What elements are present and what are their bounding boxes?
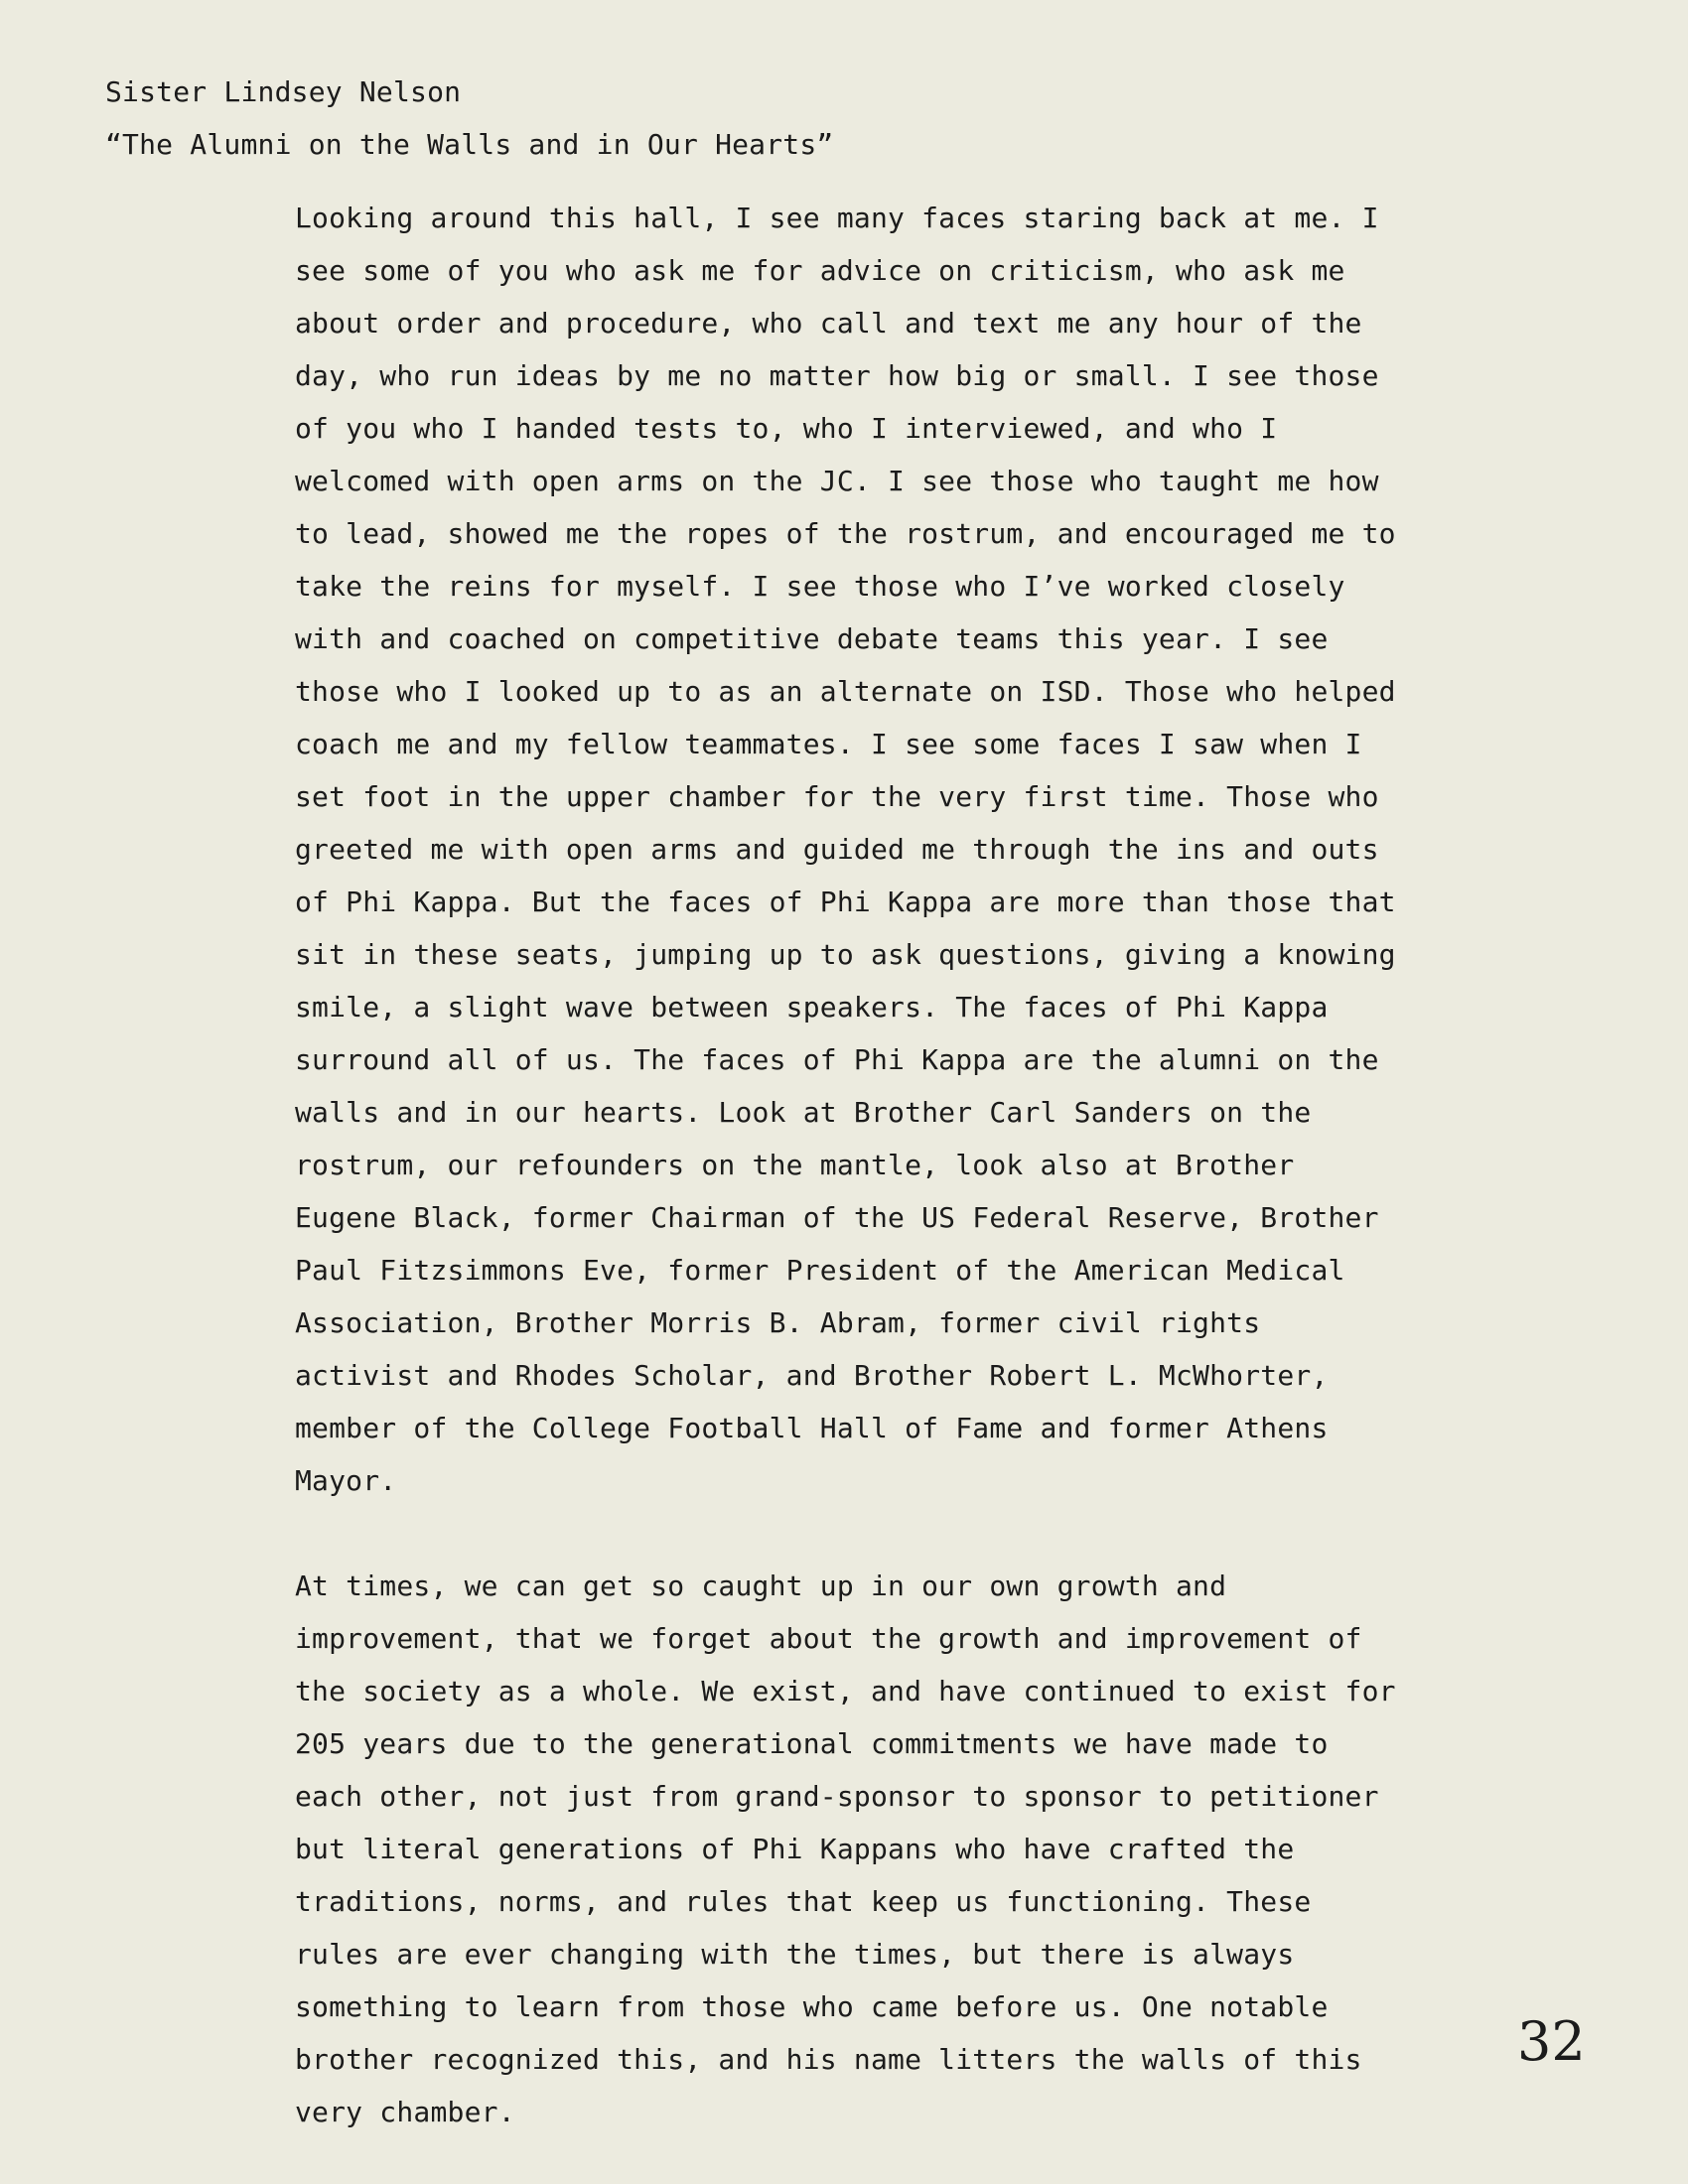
text-line: coach me and my fellow teammates. I see some faces I saw when I (295, 728, 1362, 760)
text-line: traditions, norms, and rules that keep us functioning. These (295, 1885, 1312, 1918)
text-line: sit in these seats, jumping up to ask questions, giving a knowing (295, 938, 1396, 971)
text-line: very chamber. (295, 2096, 515, 2128)
text-line: walls and in our hearts. Look at Brother Carl Sanders on the (295, 1096, 1312, 1129)
text-line: member of the College Football Hall of Fame and former Athens (295, 1412, 1329, 1444)
text-line: Paul Fitzsimmons Eve, former President of the American Medical (295, 1254, 1345, 1287)
text-line: rules are ever changing with the times, but there is always (295, 1938, 1295, 1971)
text-line: each other, not just from grand-sponsor to sponsor to petitioner (295, 1780, 1379, 1813)
text-line: greeted me with open arms and guided me through the ins and outs (295, 833, 1379, 866)
paragraph-2 (295, 1560, 1397, 2138)
text-line: Eugene Black, former Chairman of the US Federal Reserve, Brother (295, 1201, 1379, 1234)
text-line: of you who I handed tests to, who I interviewed, and who I (295, 412, 1278, 445)
text-line: set foot in the upper chamber for the very first time. Those who (295, 780, 1379, 813)
text-line: improvement, that we forget about the growth and improvement of (295, 1622, 1362, 1655)
text-line: Looking around this hall, I see many faces staring back at me. I (295, 202, 1379, 234)
text-line: Association, Brother Morris B. Abram, former civil rights (295, 1306, 1261, 1339)
document-header (105, 66, 833, 171)
text-line: Mayor. (295, 1464, 397, 1497)
page-number: 32 (1517, 2010, 1586, 2073)
text-line: take the reins for myself. I see those who I’ve worked closely (295, 570, 1345, 603)
text-line: but literal generations of Phi Kappans who have crafted the (295, 1833, 1295, 1865)
text-line: to lead, showed me the ropes of the rostrum, and encouraged me to (295, 517, 1396, 550)
paragraph-gap (295, 1507, 1397, 1560)
text-line: At times, we can get so caught up in our own growth and (295, 1570, 1227, 1602)
text-line: welcomed with open arms on the JC. I see those who taught me how (295, 465, 1379, 497)
text-line: day, who run ideas by me no matter how big or small. I see those (295, 359, 1379, 392)
speech-body (295, 192, 1397, 2138)
text-line: brother recognized this, and his name litters the walls of this (295, 2043, 1362, 2076)
text-line: see some of you who ask me for advice on criticism, who ask me (295, 254, 1345, 287)
text-line: something to learn from those who came before us. One notable (295, 1990, 1329, 2023)
text-line: about order and procedure, who call and text me any hour of the (295, 307, 1362, 340)
text-line: those who I looked up to as an alternate on ISD. Those who helped (295, 675, 1396, 708)
text-line: activist and Rhodes Scholar, and Brother Robert L. McWhorter, (295, 1359, 1329, 1392)
text-line: of Phi Kappa. But the faces of Phi Kappa are more than those that (295, 886, 1396, 918)
text-line: 205 years due to the generational commitments we have made to (295, 1727, 1329, 1760)
text-line: smile, a slight wave between speakers. The faces of Phi Kappa (295, 991, 1329, 1024)
text-line: with and coached on competitive debate teams this year. I see (295, 622, 1329, 655)
paragraph-1 (295, 192, 1397, 1507)
speech-title: “The Alumni on the Walls and in Our Hearts” (105, 128, 834, 161)
text-line: the society as a whole. We exist, and have continued to exist for (295, 1675, 1396, 1707)
author-name: Sister Lindsey Nelson (105, 75, 462, 108)
text-line: surround all of us. The faces of Phi Kappa are the alumni on the (295, 1043, 1379, 1076)
text-line: rostrum, our refounders on the mantle, look also at Brother (295, 1149, 1295, 1181)
